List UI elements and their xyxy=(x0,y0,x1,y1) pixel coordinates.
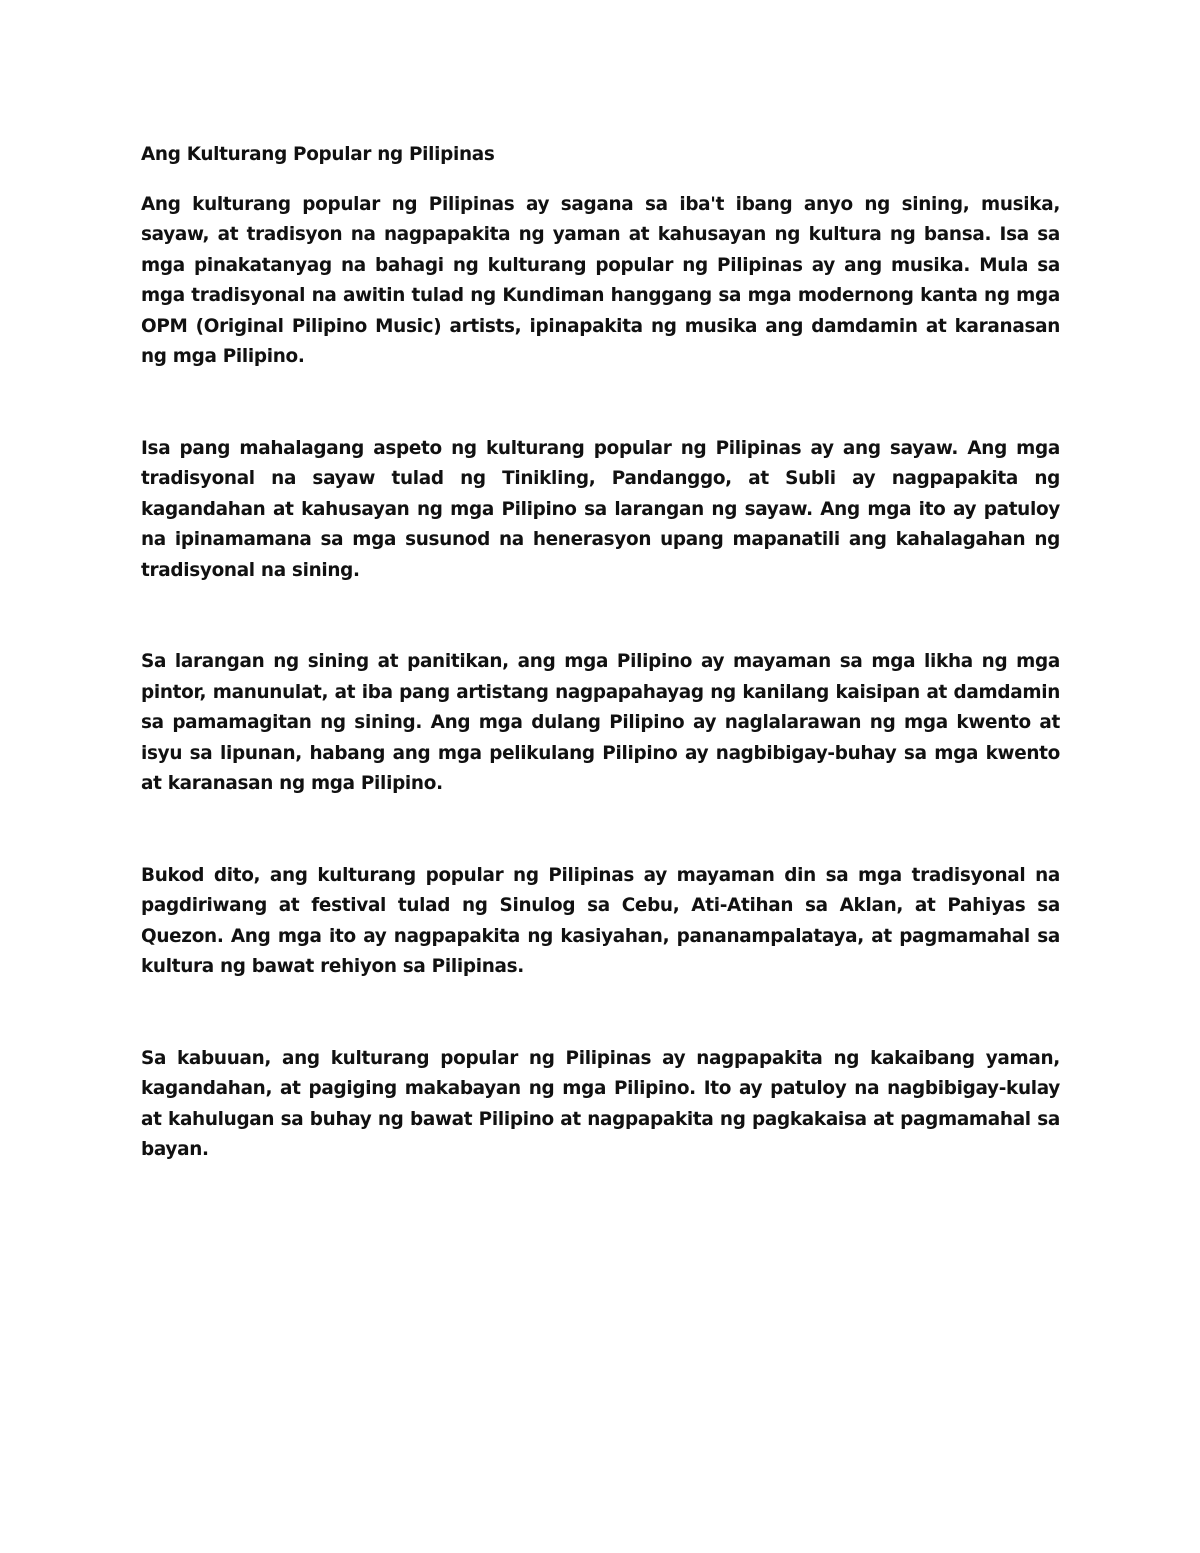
document-title: Ang Kulturang Popular ng Pilipinas xyxy=(141,144,495,165)
paragraph-art-literature: Sa larangan ng sining at panitikan, ang mga Pilipino ay mayaman sa mga likha ng mga pintor, manunulat, at iba pang artistang nagpapahayag ng kanilang kaisipan at damdamin sa pamamagitan ng sining. Ang mga dulang Pilipino ay naglalarawan ng mga kwento at isyu sa lipunan, habang ang mga pelikulang Pilipino ay nagbibigay-buhay sa mga kwento at karanasan ng mga Pilipino. xyxy=(141,651,1060,794)
paragraph-music: Ang kulturang popular ng Pilipinas ay sagana sa iba't ibang anyo ng sining, musika, sayaw, at tradisyon na nagpapakita ng yaman at kahusayan ng kultura ng bansa. Isa sa mga pinakatanyag na bahagi ng kulturang popular ng Pilipinas ay ang musika. Mula sa mga tradisyonal na awitin tulad ng Kundiman hanggang sa mga modernong kanta ng mga OPM (Original Pilipino Music) artists, ipinapakita ng musika ang damdamin at karanasan ng mga Pilipino. xyxy=(141,193,1060,367)
paragraph-dance: Isa pang mahalagang aspeto ng kulturang popular ng Pilipinas ay ang sayaw. Ang mga tradisyonal na sayaw tulad ng Tinikling, Pandanggo, at Subli ay nagpapakita ng kagandahan at kahusayan ng mga Pilipino sa larangan ng sayaw. Ang mga ito ay patuloy na ipinamamana sa mga susunod na henerasyon upang mapanatili ang kahalagahan ng tradisyonal na sining. xyxy=(141,437,1060,581)
paragraph-festivals: Bukod dito, ang kulturang popular ng Pilipinas ay mayaman din sa mga tradisyonal na pagdiriwang at festival tulad ng Sinulog sa Cebu, Ati-Atihan sa Aklan, at Pahiyas sa Quezon. Ang mga ito ay nagpapakita ng kasiyahan, pananampalataya, at pagmamahal sa kultura ng bawat rehiyon sa Pilipinas. xyxy=(141,864,1060,977)
paragraph-conclusion: Sa kabuuan, ang kulturang popular ng Pilipinas ay nagpapakita ng kakaibang yaman, kagandahan, at pagiging makabayan ng mga Pilipino. Ito ay patuloy na nagbibigay-kulay at kahulugan sa buhay ng bawat Pilipino at nagpapakita ng pagkakaisa at pagmamahal sa bayan. xyxy=(141,1047,1060,1160)
document-body xyxy=(141,140,1060,1166)
